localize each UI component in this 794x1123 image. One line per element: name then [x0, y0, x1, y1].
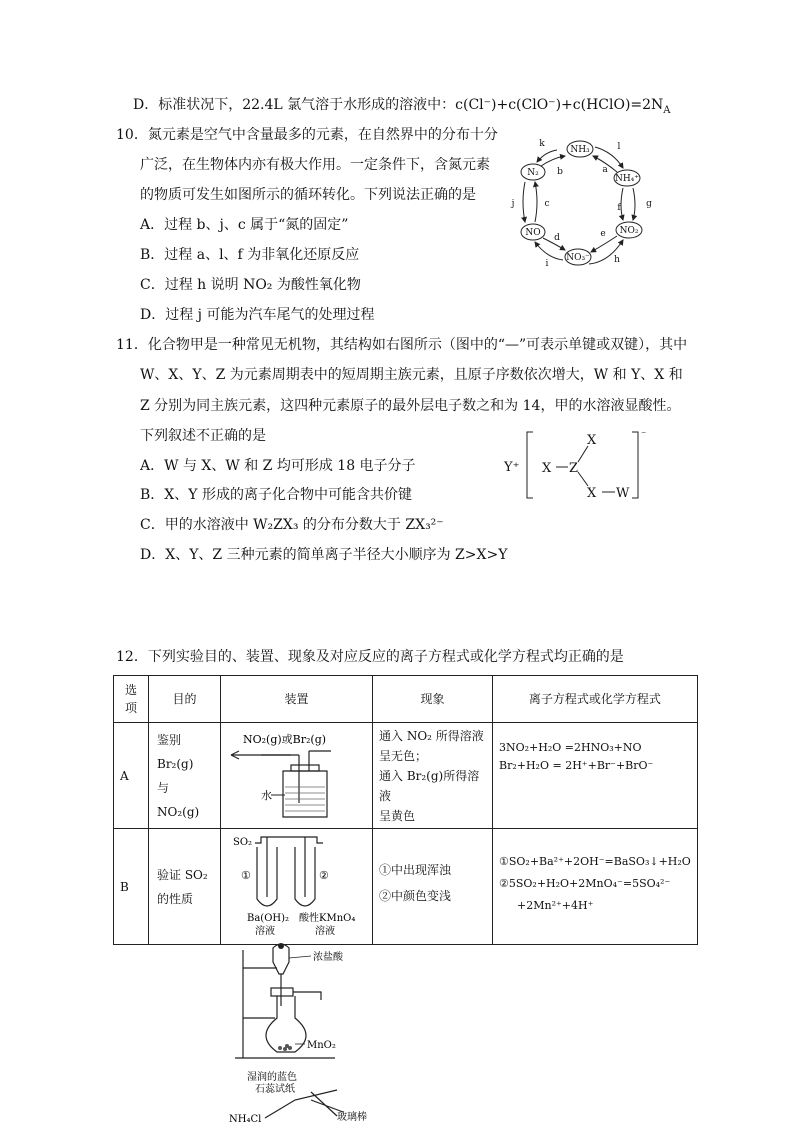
q11-line-4: 下列叙述不正确的是: [140, 428, 266, 444]
header-option: 选项: [114, 676, 149, 723]
header-equation: 离子方程式或化学方程式: [493, 676, 698, 723]
q11-line-3: Z 分别为同主族元素，这四种元素原子的最外层电子数之和为 14，甲的水溶液显酸性。: [140, 398, 681, 414]
process-g: g: [646, 199, 652, 209]
species-no: NO: [525, 228, 541, 238]
gas-washing-bottle: [221, 723, 371, 823]
table-header-row: [114, 676, 698, 723]
row-b-equations: ①SO₂+Ba²⁺+2OH⁻=BaSO₃↓+H₂O ②5SO₂+H₂O+2MnO₄⁻=5SO₄²⁻ +2Mn²⁺+4H⁺: [493, 829, 698, 945]
process-f: f: [617, 203, 621, 213]
process-c: c: [544, 199, 550, 209]
header-apparatus: 装置: [221, 676, 373, 723]
atom-z: Z: [569, 461, 579, 476]
row-a-equations: 3NO₂+H₂O =2HNO₃+NO Br₂+H₂O = 2H⁺+Br⁻+BrO⁻: [493, 723, 698, 829]
q10-option-a: A．过程 b、j、c 属于“氮的固定”: [140, 217, 349, 233]
row-b-purpose: 验证 SO₂ 的性质: [149, 829, 221, 945]
experiment-table: [113, 675, 698, 945]
q11-line-2: W、X、Y、Z 为元素周期表中的短周期主族元素，且原子序数依次增大，W 和 Y、X 和: [140, 367, 683, 383]
litmus-paper-label-1: 湿润的蓝色: [247, 1072, 297, 1083]
row-a-phenomenon: 通入 NO₂ 所得溶液 呈无色； 通入 Br₂(g)所得溶液 呈黄色: [373, 723, 493, 829]
q9-option-d: D．标准状况下，22.4L 氯气溶于水形成的溶液中：$c(Cl^-)+c(ClO^-)+c(HClO)=2N_A$: [133, 97, 671, 116]
tube-2-label: ②: [319, 869, 329, 882]
nitrogen-cycle-diagram: [505, 132, 665, 272]
gas-label: NO₂(g)或Br₂(g): [243, 733, 327, 746]
row-b-option: B: [114, 829, 149, 945]
process-e: e: [600, 229, 606, 239]
header-phenomenon: 现象: [373, 676, 493, 723]
tube-1-label: ①: [241, 869, 251, 882]
atom-x-top: X: [587, 433, 597, 448]
process-l: l: [617, 142, 621, 152]
species-nh3: NH₃: [570, 145, 590, 155]
q10-option-d: D．过程 j 可能为汽车尾气的处理过程: [140, 307, 375, 323]
q11-option-a: A．W 与 X、W 和 Z 均可形成 18 电子分子: [140, 458, 416, 474]
test-tube-setup: [221, 829, 371, 939]
row-a-apparatus: [221, 723, 373, 829]
process-j: j: [511, 199, 515, 209]
q10-option-c: C．过程 h 说明 NO₂ 为酸性氧化物: [140, 277, 361, 293]
tube-1-solution: 溶液: [255, 926, 275, 937]
q12-title: 12．下列实验目的、装置、现象及对应反应的离子方程式或化学方程式均正确的是: [116, 649, 624, 665]
process-k: k: [539, 139, 545, 149]
table-row: [114, 723, 698, 829]
q11-option-b: B．X、Y 形成的离子化合物中可能含共价键: [140, 487, 412, 503]
glass-rod-label: 玻璃棒: [337, 1112, 367, 1123]
mno2-label: MnO₂: [307, 1040, 336, 1051]
header-purpose: 目的: [149, 676, 221, 723]
row-a-option: A: [114, 723, 149, 829]
q11-line-1: 11．化合物甲是一种常见无机物，其结构如右图所示（图中的“—”可表示单键或双键），其中: [116, 337, 688, 353]
q10-line-1: 10．氮元素是空气中含量最多的元素，在自然界中的分布十分: [116, 127, 498, 143]
process-d: d: [554, 233, 560, 243]
q11-option-c: C．甲的水溶液中 W₂ZX₃ 的分布分数大于 ZX₃²⁻: [140, 517, 444, 533]
atom-x-left: X: [542, 461, 552, 476]
species-n2: N₂: [527, 168, 539, 178]
so2-label: SO₂: [233, 837, 253, 848]
species-nh4: NH₄⁺: [614, 174, 640, 184]
row-b-phenomenon: ①中出现浑浊 ②中颜色变浅: [373, 829, 493, 945]
row-a-purpose: 鉴别 Br₂(g) 与 NO₂(g): [149, 723, 221, 829]
tube-1-reagent: Ba(OH)₂: [247, 913, 290, 924]
cation-y: Y⁺: [504, 460, 520, 475]
water-label: 水: [261, 789, 272, 802]
tube-2-solution: 溶液: [315, 926, 335, 937]
acid-label: 浓盐酸: [313, 952, 343, 963]
process-b: b: [557, 167, 563, 177]
compound-structure: [500, 428, 660, 508]
atom-x-bottom: X: [587, 486, 597, 501]
q10-line-3: 的物质可发生如图所示的循环转化。下列说法正确的是: [140, 187, 476, 203]
litmus-paper-label-2: 石蕊试纸: [255, 1084, 295, 1095]
q11-option-d: D．X、Y、Z 三种元素的简单离子半径大小顺序为 Z>X>Y: [140, 547, 508, 563]
atom-w: W: [616, 486, 630, 501]
process-i: i: [545, 259, 549, 269]
anion-charge: ⁻: [641, 430, 647, 441]
nh4cl-label: NH₄Cl: [229, 1114, 262, 1123]
chlorine-generation-apparatus: [225, 940, 385, 1123]
q10-line-2: 广泛，在生物体内亦有极大作用。一定条件下，含氮元素: [140, 157, 490, 173]
process-a: a: [602, 165, 608, 175]
table-row: [114, 829, 698, 945]
process-h: h: [614, 255, 620, 265]
tube-2-reagent: 酸性KMnO₄: [299, 913, 356, 924]
species-no2: NO₂: [619, 226, 639, 236]
q10-option-b: B．过程 a、l、f 为非氧化还原反应: [140, 247, 360, 263]
species-no3: NO₃⁻: [566, 253, 590, 263]
row-b-apparatus: [221, 829, 373, 945]
